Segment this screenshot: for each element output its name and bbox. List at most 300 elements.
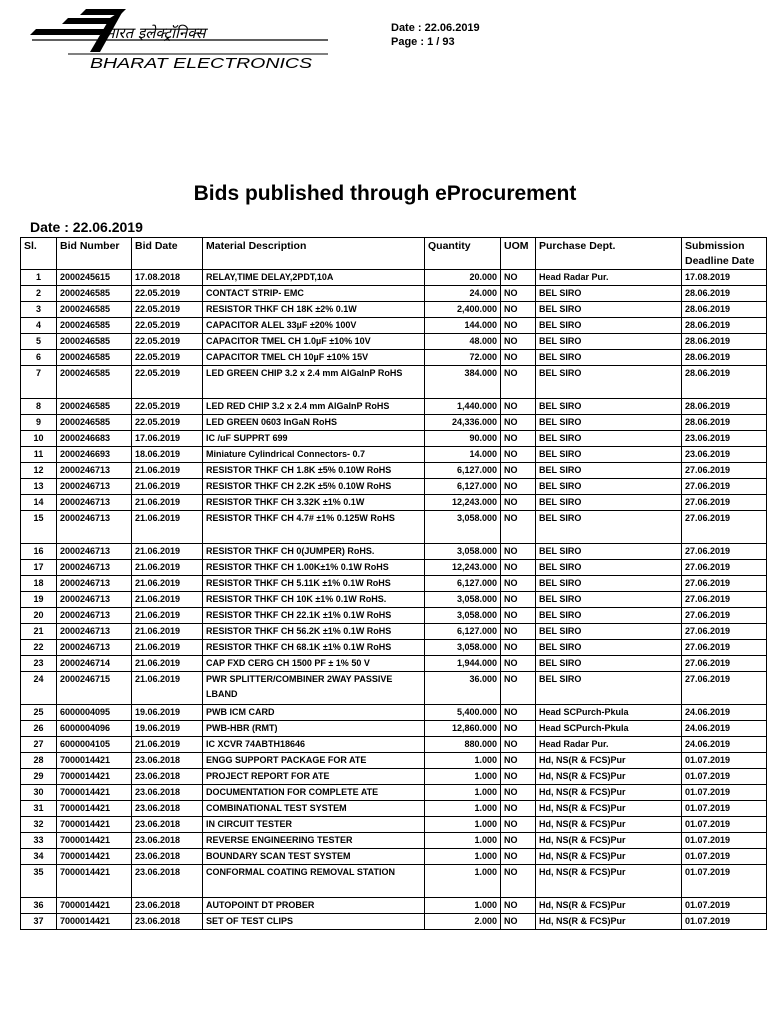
cell-bid-number: 2000246713 (57, 640, 132, 656)
cell-quantity: 1.000 (425, 833, 501, 849)
cell-quantity: 1.000 (425, 865, 501, 898)
cell-purchase-dept: Hd, NS(R & FCS)Pur (536, 833, 682, 849)
cell-uom: NO (501, 801, 536, 817)
cell-purchase-dept: Head Radar Pur. (536, 737, 682, 753)
cell-sl: 4 (21, 318, 57, 334)
cell-submission-deadline: 24.06.2019 (682, 705, 767, 721)
cell-bid-number: 2000246713 (57, 576, 132, 592)
cell-submission-deadline: 01.07.2019 (682, 898, 767, 914)
cell-purchase-dept: BEL SIRO (536, 656, 682, 672)
cell-material-description: PWB ICM CARD (203, 705, 425, 721)
cell-material-description: DOCUMENTATION FOR COMPLETE ATE (203, 785, 425, 801)
cell-bid-number: 7000014421 (57, 914, 132, 930)
cell-bid-date: 19.06.2019 (132, 705, 203, 721)
cell-bid-number: 2000246683 (57, 431, 132, 447)
table-row (21, 865, 767, 898)
cell-bid-number: 2000246713 (57, 544, 132, 560)
cell-sl: 35 (21, 865, 57, 898)
col-header-uom: UOM (501, 238, 536, 270)
cell-bid-number: 7000014421 (57, 801, 132, 817)
cell-quantity: 90.000 (425, 431, 501, 447)
cell-bid-date: 21.06.2019 (132, 624, 203, 640)
cell-uom: NO (501, 785, 536, 801)
cell-material-description: CAP FXD CERG CH 1500 PF ± 1% 50 V (203, 656, 425, 672)
cell-sl: 34 (21, 849, 57, 865)
cell-submission-deadline: 27.06.2019 (682, 624, 767, 640)
cell-sl: 2 (21, 286, 57, 302)
table-row (21, 785, 767, 801)
cell-bid-number: 2000246585 (57, 415, 132, 431)
cell-submission-deadline: 01.07.2019 (682, 833, 767, 849)
cell-sl: 21 (21, 624, 57, 640)
cell-submission-deadline: 27.06.2019 (682, 495, 767, 511)
cell-material-description: PWB-HBR (RMT) (203, 721, 425, 737)
cell-bid-number: 7000014421 (57, 817, 132, 833)
cell-sl: 3 (21, 302, 57, 318)
cell-bid-date: 21.06.2019 (132, 495, 203, 511)
cell-material-description: CAPACITOR TMEL CH 1.0µF ±10% 10V (203, 334, 425, 350)
cell-submission-deadline: 23.06.2019 (682, 447, 767, 463)
table-row (21, 544, 767, 560)
table-row (21, 753, 767, 769)
cell-material-description: RESISTOR THKF CH 10K ±1% 0.1W RoHS. (203, 592, 425, 608)
table-row (21, 286, 767, 302)
cell-sl: 12 (21, 463, 57, 479)
cell-purchase-dept: BEL SIRO (536, 366, 682, 399)
cell-purchase-dept: BEL SIRO (536, 447, 682, 463)
cell-submission-deadline: 27.06.2019 (682, 608, 767, 624)
cell-submission-deadline: 27.06.2019 (682, 544, 767, 560)
cell-uom: NO (501, 431, 536, 447)
cell-sl: 9 (21, 415, 57, 431)
cell-quantity: 880.000 (425, 737, 501, 753)
cell-submission-deadline: 17.08.2019 (682, 270, 767, 286)
cell-sl: 37 (21, 914, 57, 930)
cell-material-description: CAPACITOR ALEL 33µF ±20% 100V (203, 318, 425, 334)
cell-bid-number: 7000014421 (57, 898, 132, 914)
cell-purchase-dept: BEL SIRO (536, 560, 682, 576)
table-row (21, 592, 767, 608)
cell-quantity: 24.000 (425, 286, 501, 302)
cell-sl: 31 (21, 801, 57, 817)
cell-bid-date: 21.06.2019 (132, 592, 203, 608)
cell-bid-number: 2000246715 (57, 672, 132, 705)
cell-bid-date: 23.06.2018 (132, 849, 203, 865)
bids-table (20, 237, 767, 930)
table-row (21, 801, 767, 817)
cell-sl: 26 (21, 721, 57, 737)
table-row (21, 431, 767, 447)
cell-sl: 28 (21, 753, 57, 769)
cell-uom: NO (501, 560, 536, 576)
cell-material-description: LED GREEN 0603 InGaN RoHS (203, 415, 425, 431)
cell-quantity: 72.000 (425, 350, 501, 366)
table-row (21, 914, 767, 930)
table-row (21, 737, 767, 753)
cell-uom: NO (501, 672, 536, 705)
cell-submission-deadline: 01.07.2019 (682, 769, 767, 785)
cell-material-description: SET OF TEST CLIPS (203, 914, 425, 930)
cell-bid-date: 23.06.2018 (132, 769, 203, 785)
cell-bid-date: 18.06.2019 (132, 447, 203, 463)
table-row (21, 898, 767, 914)
cell-uom: NO (501, 914, 536, 930)
cell-material-description: RESISTOR THKF CH 5.11K ±1% 0.1W RoHS (203, 576, 425, 592)
cell-bid-date: 21.06.2019 (132, 544, 203, 560)
cell-material-description: RESISTOR THKF CH 2.2K ±5% 0.10W RoHS (203, 479, 425, 495)
cell-purchase-dept: Hd, NS(R & FCS)Pur (536, 865, 682, 898)
cell-sl: 5 (21, 334, 57, 350)
table-row (21, 495, 767, 511)
cell-submission-deadline: 28.06.2019 (682, 318, 767, 334)
cell-material-description: RESISTOR THKF CH 1.8K ±5% 0.10W RoHS (203, 463, 425, 479)
cell-sl: 1 (21, 270, 57, 286)
cell-purchase-dept: BEL SIRO (536, 608, 682, 624)
company-logo (28, 4, 338, 74)
cell-uom: NO (501, 769, 536, 785)
cell-bid-number: 2000246714 (57, 656, 132, 672)
cell-purchase-dept: BEL SIRO (536, 415, 682, 431)
bel-emblem-icon (28, 4, 338, 74)
cell-submission-deadline: 01.07.2019 (682, 801, 767, 817)
cell-bid-date: 21.06.2019 (132, 640, 203, 656)
cell-bid-number: 2000246713 (57, 608, 132, 624)
cell-submission-deadline: 28.06.2019 (682, 334, 767, 350)
cell-purchase-dept: BEL SIRO (536, 624, 682, 640)
cell-bid-number: 7000014421 (57, 769, 132, 785)
page-header-info (391, 21, 480, 49)
col-header-quantity: Quantity (425, 238, 501, 270)
cell-sl: 13 (21, 479, 57, 495)
cell-purchase-dept: Hd, NS(R & FCS)Pur (536, 785, 682, 801)
cell-submission-deadline: 23.06.2019 (682, 431, 767, 447)
cell-submission-deadline: 01.07.2019 (682, 914, 767, 930)
cell-submission-deadline: 27.06.2019 (682, 560, 767, 576)
cell-sl: 17 (21, 560, 57, 576)
col-header-bid-number: Bid Number (57, 238, 132, 270)
cell-sl: 30 (21, 785, 57, 801)
cell-quantity: 1.000 (425, 801, 501, 817)
cell-bid-number: 7000014421 (57, 785, 132, 801)
cell-bid-date: 21.06.2019 (132, 511, 203, 544)
cell-bid-date: 21.06.2019 (132, 463, 203, 479)
cell-sl: 25 (21, 705, 57, 721)
cell-bid-date: 21.06.2019 (132, 672, 203, 705)
cell-sl: 10 (21, 431, 57, 447)
cell-quantity: 12,243.000 (425, 560, 501, 576)
cell-uom: NO (501, 415, 536, 431)
cell-purchase-dept: BEL SIRO (536, 286, 682, 302)
header-date: Date : 22.06.2019 (391, 22, 480, 34)
cell-sl: 20 (21, 608, 57, 624)
cell-quantity: 1,944.000 (425, 656, 501, 672)
table-row (21, 479, 767, 495)
cell-purchase-dept: Hd, NS(R & FCS)Pur (536, 898, 682, 914)
cell-uom: NO (501, 608, 536, 624)
cell-sl: 7 (21, 366, 57, 399)
cell-material-description: RESISTOR THKF CH 0(JUMPER) RoHS. (203, 544, 425, 560)
cell-material-description: LED RED CHIP 3.2 x 2.4 mm AlGaInP RoHS (203, 399, 425, 415)
cell-quantity: 384.000 (425, 366, 501, 399)
cell-purchase-dept: BEL SIRO (536, 463, 682, 479)
cell-submission-deadline: 27.06.2019 (682, 592, 767, 608)
cell-submission-deadline: 01.07.2019 (682, 753, 767, 769)
cell-material-description: CONTACT STRIP- EMC (203, 286, 425, 302)
cell-submission-deadline: 28.06.2019 (682, 366, 767, 399)
cell-quantity: 1,440.000 (425, 399, 501, 415)
cell-bid-number: 2000246713 (57, 463, 132, 479)
table-row (21, 576, 767, 592)
cell-material-description: RESISTOR THKF CH 68.1K ±1% 0.1W RoHS (203, 640, 425, 656)
cell-uom: NO (501, 737, 536, 753)
svg-text:भारत इलेक्ट्रॉनिक्स: भारत इलेक्ट्रॉनिक्स (104, 24, 206, 42)
table-row (21, 415, 767, 431)
cell-submission-deadline: 28.06.2019 (682, 302, 767, 318)
cell-uom: NO (501, 318, 536, 334)
cell-sl: 29 (21, 769, 57, 785)
cell-submission-deadline: 27.06.2019 (682, 640, 767, 656)
cell-bid-date: 17.08.2018 (132, 270, 203, 286)
cell-bid-date: 23.06.2018 (132, 898, 203, 914)
cell-bid-date: 21.06.2019 (132, 608, 203, 624)
cell-quantity: 2,400.000 (425, 302, 501, 318)
cell-uom: NO (501, 817, 536, 833)
cell-material-description: LED GREEN CHIP 3.2 x 2.4 mm AlGaInP RoHS (203, 366, 425, 399)
cell-bid-number: 2000246585 (57, 286, 132, 302)
cell-quantity: 6,127.000 (425, 479, 501, 495)
cell-material-description: REVERSE ENGINEERING TESTER (203, 833, 425, 849)
svg-text:BHARAT ELECTRONICS: BHARAT ELECTRONICS (90, 55, 312, 72)
cell-uom: NO (501, 640, 536, 656)
cell-bid-date: 23.06.2018 (132, 865, 203, 898)
cell-submission-deadline: 27.06.2019 (682, 511, 767, 544)
cell-bid-date: 23.06.2018 (132, 801, 203, 817)
table-row (21, 560, 767, 576)
cell-submission-deadline: 28.06.2019 (682, 399, 767, 415)
cell-sl: 16 (21, 544, 57, 560)
cell-quantity: 2.000 (425, 914, 501, 930)
cell-bid-date: 22.05.2019 (132, 334, 203, 350)
cell-bid-number: 6000004096 (57, 721, 132, 737)
cell-bid-date: 22.05.2019 (132, 350, 203, 366)
table-row (21, 463, 767, 479)
col-header-material-description: Material Description (203, 238, 425, 270)
cell-bid-number: 2000246585 (57, 334, 132, 350)
cell-quantity: 14.000 (425, 447, 501, 463)
cell-bid-date: 21.06.2019 (132, 737, 203, 753)
cell-sl: 11 (21, 447, 57, 463)
cell-purchase-dept: Hd, NS(R & FCS)Pur (536, 769, 682, 785)
cell-quantity: 36.000 (425, 672, 501, 705)
table-row (21, 366, 767, 399)
cell-purchase-dept: Hd, NS(R & FCS)Pur (536, 801, 682, 817)
cell-sl: 32 (21, 817, 57, 833)
cell-quantity: 1.000 (425, 753, 501, 769)
cell-bid-date: 22.05.2019 (132, 302, 203, 318)
cell-submission-deadline: 01.07.2019 (682, 865, 767, 898)
cell-uom: NO (501, 656, 536, 672)
cell-material-description: AUTOPOINT DT PROBER (203, 898, 425, 914)
table-header-row (21, 238, 767, 270)
cell-uom: NO (501, 753, 536, 769)
cell-material-description: RESISTOR THKF CH 4.7# ±1% 0.125W RoHS (203, 511, 425, 544)
cell-material-description: PROJECT REPORT FOR ATE (203, 769, 425, 785)
cell-purchase-dept: Hd, NS(R & FCS)Pur (536, 817, 682, 833)
cell-submission-deadline: 27.06.2019 (682, 479, 767, 495)
cell-bid-number: 2000246585 (57, 302, 132, 318)
cell-quantity: 1.000 (425, 817, 501, 833)
cell-quantity: 144.000 (425, 318, 501, 334)
col-header-purchase-dept: Purchase Dept. (536, 238, 682, 270)
cell-purchase-dept: BEL SIRO (536, 672, 682, 705)
cell-quantity: 3,058.000 (425, 608, 501, 624)
cell-bid-date: 21.06.2019 (132, 479, 203, 495)
table-row (21, 721, 767, 737)
cell-material-description: IN CIRCUIT TESTER (203, 817, 425, 833)
cell-purchase-dept: BEL SIRO (536, 544, 682, 560)
cell-bid-date: 22.05.2019 (132, 415, 203, 431)
cell-material-description: COMBINATIONAL TEST SYSTEM (203, 801, 425, 817)
cell-sl: 6 (21, 350, 57, 366)
table-row (21, 350, 767, 366)
table-row (21, 833, 767, 849)
cell-submission-deadline: 28.06.2019 (682, 350, 767, 366)
cell-submission-deadline: 27.06.2019 (682, 463, 767, 479)
table-row (21, 270, 767, 286)
table-body (21, 270, 767, 930)
cell-bid-number: 2000246585 (57, 366, 132, 399)
cell-bid-number: 2000246713 (57, 479, 132, 495)
cell-material-description: RESISTOR THKF CH 3.32K ±1% 0.1W (203, 495, 425, 511)
table-row (21, 624, 767, 640)
cell-bid-number: 7000014421 (57, 849, 132, 865)
cell-bid-date: 21.06.2019 (132, 656, 203, 672)
cell-material-description: RELAY,TIME DELAY,2PDT,10A (203, 270, 425, 286)
cell-material-description: RESISTOR THKF CH 18K ±2% 0.1W (203, 302, 425, 318)
table-row (21, 672, 767, 705)
cell-purchase-dept: BEL SIRO (536, 495, 682, 511)
cell-quantity: 6,127.000 (425, 463, 501, 479)
table-row (21, 817, 767, 833)
document-title: Bids published through eProcurement (193, 182, 577, 205)
cell-purchase-dept: BEL SIRO (536, 318, 682, 334)
cell-sl: 23 (21, 656, 57, 672)
cell-submission-deadline: 27.06.2019 (682, 576, 767, 592)
cell-sl: 27 (21, 737, 57, 753)
table-row (21, 640, 767, 656)
cell-quantity: 20.000 (425, 270, 501, 286)
cell-quantity: 3,058.000 (425, 511, 501, 544)
cell-bid-number: 2000246585 (57, 318, 132, 334)
cell-submission-deadline: 28.06.2019 (682, 415, 767, 431)
col-header-sl: Sl. (21, 238, 57, 270)
cell-purchase-dept: Head SCPurch-Pkula (536, 721, 682, 737)
cell-bid-number: 7000014421 (57, 753, 132, 769)
table-row (21, 511, 767, 544)
cell-quantity: 1.000 (425, 898, 501, 914)
cell-uom: NO (501, 350, 536, 366)
cell-purchase-dept: BEL SIRO (536, 511, 682, 544)
cell-uom: NO (501, 463, 536, 479)
cell-submission-deadline: 01.07.2019 (682, 785, 767, 801)
cell-material-description: ENGG SUPPORT PACKAGE FOR ATE (203, 753, 425, 769)
cell-bid-date: 22.05.2019 (132, 399, 203, 415)
table-row (21, 318, 767, 334)
cell-bid-number: 2000246693 (57, 447, 132, 463)
table-row (21, 302, 767, 318)
cell-bid-number: 2000246585 (57, 350, 132, 366)
cell-uom: NO (501, 479, 536, 495)
cell-uom: NO (501, 302, 536, 318)
cell-uom: NO (501, 495, 536, 511)
table-row (21, 399, 767, 415)
cell-uom: NO (501, 592, 536, 608)
table-row (21, 447, 767, 463)
cell-bid-number: 2000246713 (57, 560, 132, 576)
cell-quantity: 1.000 (425, 849, 501, 865)
cell-purchase-dept: BEL SIRO (536, 302, 682, 318)
cell-purchase-dept: Head Radar Pur. (536, 270, 682, 286)
cell-bid-date: 22.05.2019 (132, 286, 203, 302)
cell-quantity: 5,400.000 (425, 705, 501, 721)
cell-quantity: 1.000 (425, 769, 501, 785)
cell-submission-deadline: 27.06.2019 (682, 656, 767, 672)
cell-bid-number: 2000246713 (57, 624, 132, 640)
cell-sl: 36 (21, 898, 57, 914)
cell-bid-date: 23.06.2018 (132, 817, 203, 833)
cell-uom: NO (501, 865, 536, 898)
cell-quantity: 48.000 (425, 334, 501, 350)
cell-material-description: RESISTOR THKF CH 22.1K ±1% 0.1W RoHS (203, 608, 425, 624)
cell-purchase-dept: BEL SIRO (536, 640, 682, 656)
cell-uom: NO (501, 399, 536, 415)
cell-sl: 8 (21, 399, 57, 415)
cell-uom: NO (501, 898, 536, 914)
cell-submission-deadline: 01.07.2019 (682, 849, 767, 865)
cell-quantity: 3,058.000 (425, 544, 501, 560)
cell-purchase-dept: BEL SIRO (536, 592, 682, 608)
cell-bid-number: 2000246713 (57, 511, 132, 544)
cell-bid-date: 21.06.2019 (132, 560, 203, 576)
cell-uom: NO (501, 833, 536, 849)
col-header-submission-deadline: Submission Deadline Date (682, 238, 767, 270)
cell-sl: 15 (21, 511, 57, 544)
table-row (21, 334, 767, 350)
cell-uom: NO (501, 544, 536, 560)
cell-bid-number: 2000245615 (57, 270, 132, 286)
cell-bid-date: 22.05.2019 (132, 318, 203, 334)
cell-bid-date: 17.06.2019 (132, 431, 203, 447)
table-row (21, 656, 767, 672)
cell-bid-number: 2000246713 (57, 495, 132, 511)
cell-quantity: 12,243.000 (425, 495, 501, 511)
cell-purchase-dept: Head SCPurch-Pkula (536, 705, 682, 721)
cell-material-description: PWR SPLITTER/COMBINER 2WAY PASSIVE LBAND (203, 672, 425, 705)
cell-material-description: RESISTOR THKF CH 1.00K±1% 0.1W RoHS (203, 560, 425, 576)
cell-uom: NO (501, 447, 536, 463)
cell-purchase-dept: Hd, NS(R & FCS)Pur (536, 849, 682, 865)
cell-quantity: 6,127.000 (425, 576, 501, 592)
cell-uom: NO (501, 576, 536, 592)
cell-material-description: IC XCVR 74ABTH18646 (203, 737, 425, 753)
cell-bid-date: 22.05.2019 (132, 366, 203, 399)
cell-sl: 22 (21, 640, 57, 656)
cell-purchase-dept: BEL SIRO (536, 399, 682, 415)
cell-material-description: RESISTOR THKF CH 56.2K ±1% 0.1W RoHS (203, 624, 425, 640)
cell-bid-number: 6000004105 (57, 737, 132, 753)
cell-sl: 24 (21, 672, 57, 705)
table-row (21, 769, 767, 785)
